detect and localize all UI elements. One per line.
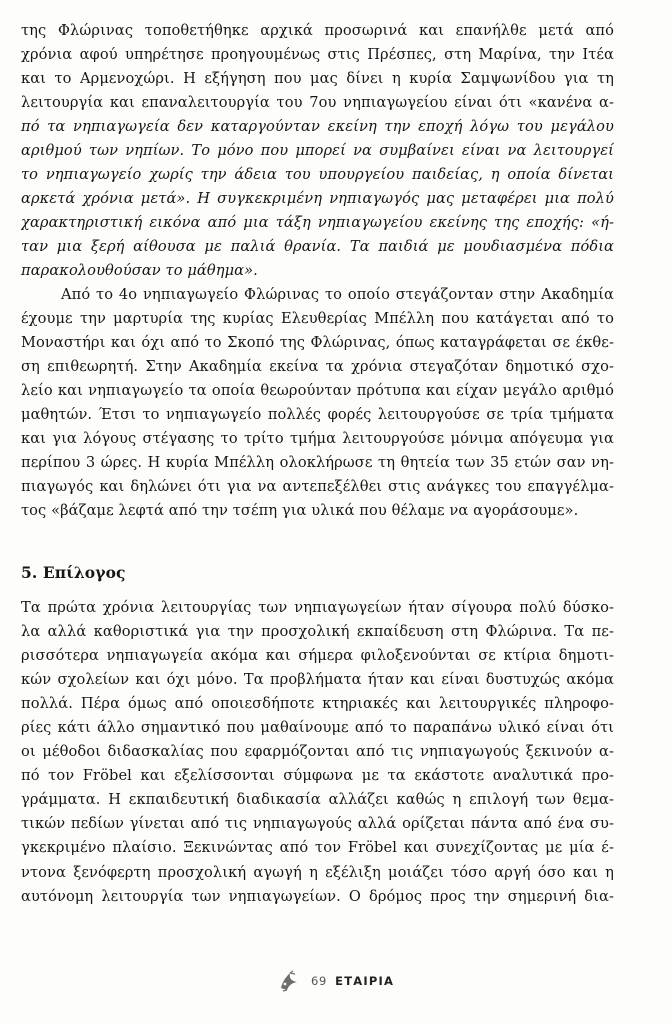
text-line: πιαγωγός και δηλώνει ότι για να αντεπεξέλθει στις ανάγκες του επαγγέλμα- (21, 478, 614, 496)
paragraph-3 (21, 596, 614, 909)
text-line: γκεκριμένο πλαίσιο. Ξεκινώντας από τον Fröbel και συνεχίζοντας με μία έ- (21, 839, 614, 857)
text-line (21, 211, 614, 235)
italic-text: χαρακτηριστική εικόνα από μια τάξη νηπιαγωγείου εκείνης της εποχής: «ή- (21, 214, 614, 232)
text-line: λείο και νηπιαγωγείο τα οποία θεωρούνταν πρότυπα και είχαν μεγάλο αριθμό (21, 382, 614, 400)
text-line: πό τον Fröbel και εξελίσσονται σύμφωνα με τα εκάστοτε αναλυτικά προ- (21, 767, 614, 785)
text-line: χρόνια αφού υπηρέτησε προηγουμένως στις Πρέσπες, στη Μαρίνα, την Ιτέα (21, 46, 614, 64)
text-line: κών σχολείων και όχι μόνο. Τα προβλήματα ήταν και είναι δυστυχώς ακόμα (21, 671, 614, 689)
text-line: Τα πρώτα χρόνια λειτουργίας των νηπιαγωγείων ήταν σίγουρα πολύ δύσκο- (21, 599, 614, 616)
italic-text: αριθμού των νηπίων. Το μόνο που μπορεί να συμβαίνει είναι να λειτουργεί (21, 142, 614, 160)
text-line (21, 259, 614, 283)
text-line: Μοναστήρι και όχι από το Σκοπό της Φλώρινας, όπως καταγράφεται σε έκθε- (21, 334, 614, 352)
text-line: περίπου 3 ώρες. Η κυρία Μπέλλη ολοκλήρωσε τη θητεία των 35 ετών σαν νη- (21, 454, 614, 472)
text-line: της Φλώρινας τοποθετήθηκε αρχικά προσωρινά και επανήλθε μετά από (21, 22, 614, 39)
paragraph-1 (21, 19, 614, 284)
text-line: οι μέθοδοι διδασκαλίας που εφαρμόζονται από τις νηπιαγωγούς ξεκινούν α- (21, 743, 614, 761)
text-line (21, 139, 614, 163)
text-line: τικών πεδίων γίνεται από τις νηπιαγωγούς αλλά ορίζεται πάντα από ένα συ- (21, 815, 614, 833)
paragraph-2 (21, 283, 614, 523)
text-line: πολλά. Πέρα όμως από οποιεσδήποτε κτηριακές και λειτουργικές πληροφο- (21, 695, 614, 713)
italic-text: αρκετά χρόνια μετά». Η συγκεκριμένη νηπιαγωγός μας μεταφέρει μια πολύ (21, 190, 614, 208)
page-footer (0, 966, 671, 996)
text-line: λα αλλά καθοριστικά για την προσχολική εκπαίδευση στη Φλώρινα. Τα πε- (21, 623, 614, 641)
text-line: ρισσότερα νηπιαγωγεία ακόμα και σήμερα φιλοξενούνται σε κτίρια δημοτι- (21, 647, 614, 665)
text-line: ση επιθεωρητή. Στην Ακαδημία εκείνα τα χρόνια στεγαζόταν δημοτικό σχο- (21, 358, 614, 376)
text-line: λειτουργία και επαναλειτουργία του 7ου νηπιαγωγείου είναι ότι «κανένα α- (21, 94, 614, 112)
italic-text: ταν μια ξερή αίθουσα με παλιά θρανία. Τα παιδιά με μουδιασμένα πόδια (21, 238, 614, 256)
text-line: τος «βάζαμε λεφτά από την τσέπη για υλικά που θέλαμε να αγοράσουμε». (21, 502, 579, 520)
text-line: ντονα ξενόφερτη προσχολική αγωγή η εξέλιξη μοιάζει τόσο αργή όσο και η (21, 863, 614, 881)
italic-text: το νηπιαγωγείο χωρίς την άδεια του υπουργείου παιδείας, η οποία δίνεται (21, 166, 614, 184)
text-line: ρίες κάτι άλλο σημαντικό που μαθαίνουμε από το παραπάνω υλικό είναι ότι (21, 719, 614, 737)
text-line (21, 115, 614, 139)
ornament-logo-icon (277, 970, 303, 992)
text-line: αυτόνομη λειτουργία των νηπιαγωγείων. Ο δρόμος προς την σημερινή δια- (21, 887, 614, 905)
text-line: Από το 4ο νηπιαγωγείο Φλώρινας το οποίο στεγάζονταν στην Ακαδημία (61, 286, 614, 303)
section-heading: 5. Επίλογος (21, 563, 126, 582)
text-line: και το Αρμενοχώρι. Η εξήγηση που μας δίνει η κυρία Σαμψωνίδου για τη (21, 70, 614, 88)
text-line (21, 187, 614, 211)
text-line: έχουμε την μαρτυρία της κυρίας Ελευθερίας Μπέλλη που κατάγεται από το (21, 310, 614, 328)
italic-text: πό τα νηπιαγωγεία δεν καταργούνταν εκείνη την εποχή λόγω του μεγάλου (21, 118, 614, 136)
text-line (21, 163, 614, 187)
italic-text: παρακολουθούσαν το μάθημα». (21, 262, 258, 280)
text-line: γράμματα. Η εκπαιδευτική διαδικασία αλλάζει καθώς η επιλογή των θεμα- (21, 791, 614, 809)
publication-name: ΕΤΑΙΡΙΑ (335, 974, 395, 988)
text-line (21, 235, 614, 259)
text-line: και για λόγους στέγασης το τρίτο τμήμα λειτουργούσε μόνιμα απόγευμα για (21, 430, 614, 448)
page-number: 69 (310, 974, 328, 988)
text-line: μαθητών. Έτσι το νηπιαγωγείο πολλές φορές λειτουργούσε σε τρία τμήματα (21, 406, 614, 424)
